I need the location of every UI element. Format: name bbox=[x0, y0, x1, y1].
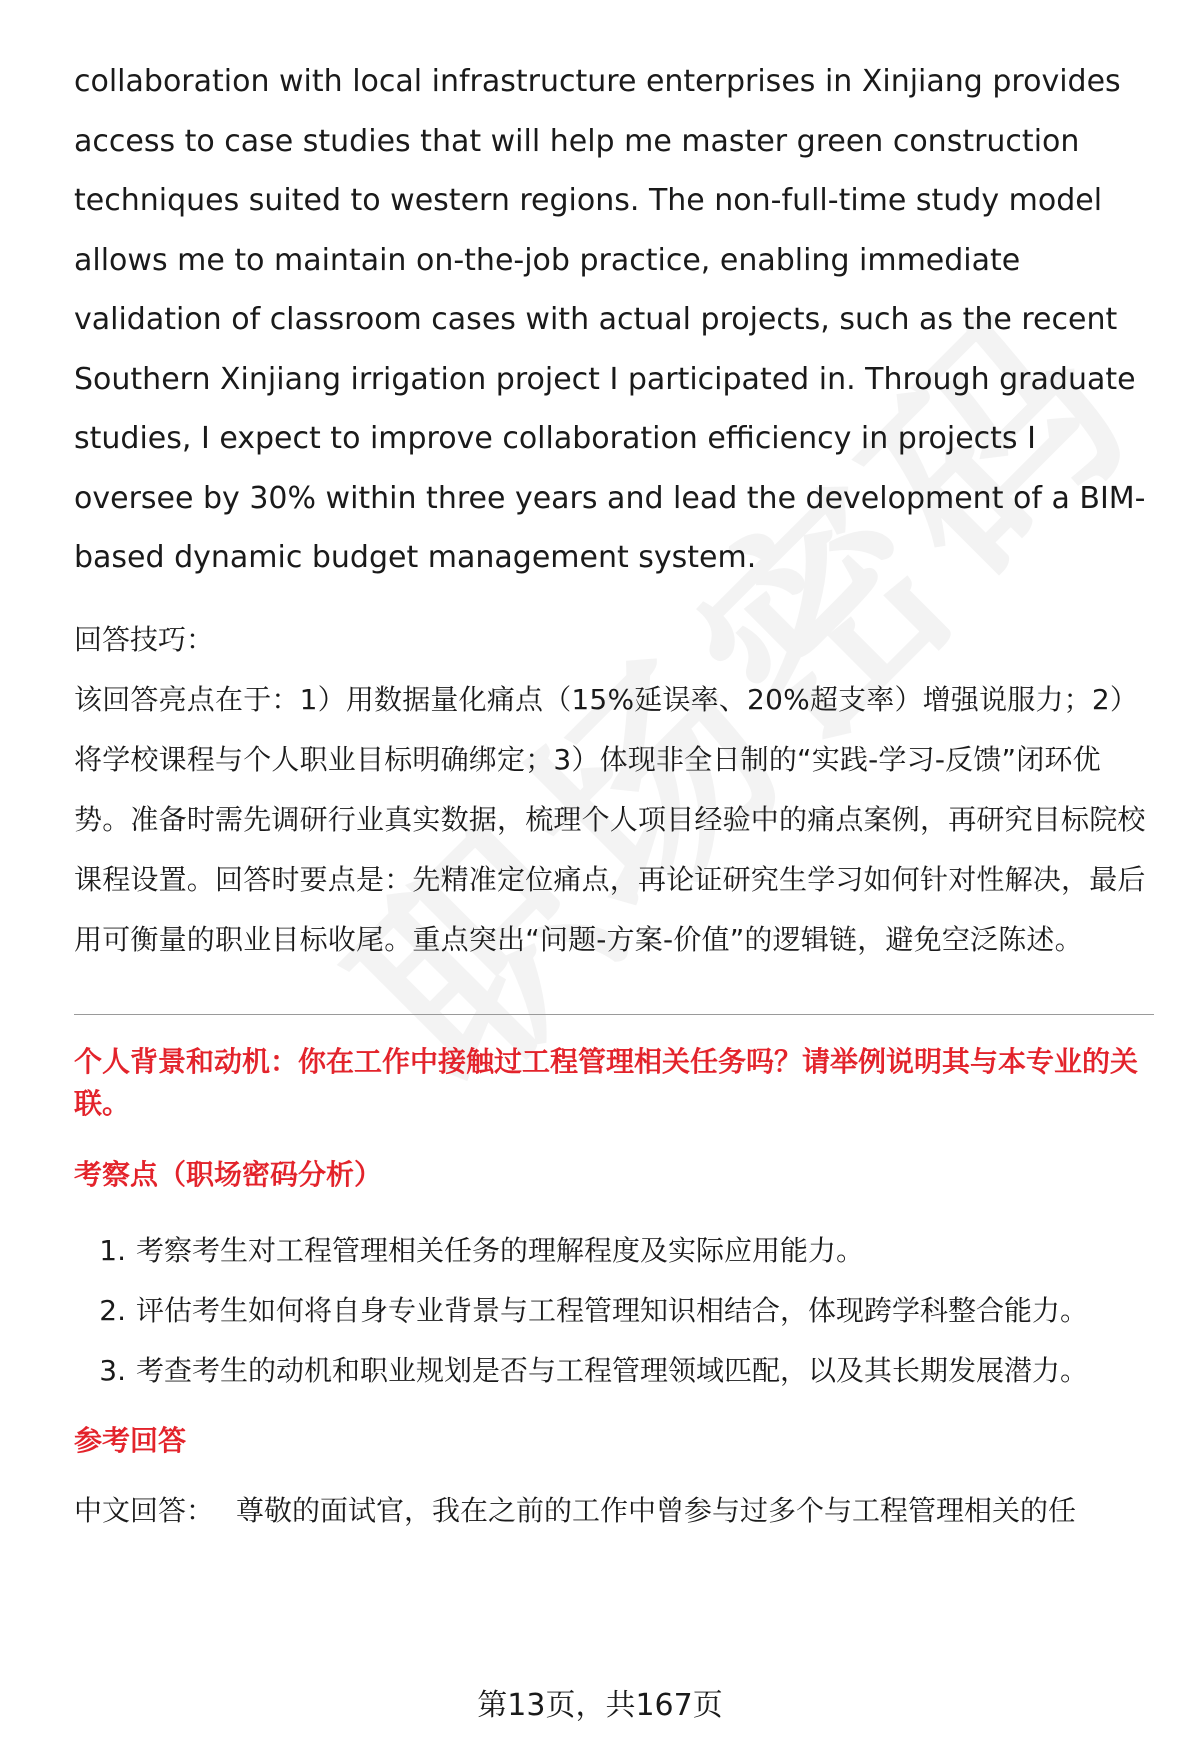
list-item-number: 3. bbox=[99, 1353, 126, 1387]
page-content bbox=[74, 52, 1154, 1541]
reference-title: 参考回答 bbox=[74, 1423, 187, 1457]
reference-label: 中文回答： bbox=[74, 1493, 215, 1527]
list-item bbox=[74, 1281, 1154, 1341]
analysis-title: 考察点（职场密码分析） bbox=[74, 1157, 383, 1191]
list-item-text: 考察考生对工程管理相关任务的理解程度及实际应用能力。 bbox=[136, 1233, 865, 1267]
reference-text: 尊敬的面试官，我在之前的工作中曾参与过多个与工程管理相关的任 bbox=[236, 1493, 1077, 1527]
tips-body: 该回答亮点在于：1）用数据量化痛点（15%延误率、20%超支率）增强说服力；2）将学校课程与个人职业目标明确绑定；3）体现非全日制的“实践-学习-反馈”闭环优势。准备时需先调研行业真实数据，梳理个人项目经验中的痛点案例，再研究目标院校课程设置。回答时要点是：先精准定位痛点，再论证研究生学习如何针对性解决，最后用可衡量的职业目标收尾。重点突出“问题-方案-价值”的逻辑链，避免空泛陈述。 bbox=[74, 682, 1146, 956]
reference-answer bbox=[74, 1481, 1154, 1541]
page-footer: 第13页，共167页 bbox=[477, 1688, 723, 1723]
english-paragraph: collaboration with local infrastructure enterprises in Xinjiang provides access to case studies that will help me master green construction techniques suited to western regions. The non-full-time study model allows me to maintain on-the-job practice, enabling immediate validation of classroom cases with actual projects, such as the recent Southern Xinjiang irrigation project I participated in. Through graduate studies, I expect to improve collaboration efficiency in projects I oversee by 30% within three years and lead the development of a BIM-based dynamic budget management system. bbox=[74, 64, 1146, 575]
list-item-text: 评估考生如何将自身专业背景与工程管理知识相结合，体现跨学科整合能力。 bbox=[136, 1293, 1089, 1327]
section-divider bbox=[74, 1014, 1154, 1015]
analysis-list bbox=[74, 1221, 1154, 1401]
list-item bbox=[74, 1341, 1154, 1401]
question-heading: 个人背景和动机：你在工作中接触过工程管理相关任务吗？请举例说明其与本专业的关联。 bbox=[74, 1044, 1139, 1120]
tips-label: 回答技巧： bbox=[74, 622, 215, 656]
list-item-number: 1. bbox=[99, 1233, 126, 1267]
list-item-text: 考查考生的动机和职业规划是否与工程管理领域匹配，以及其长期发展潜力。 bbox=[136, 1353, 1089, 1387]
list-item-number: 2. bbox=[99, 1293, 126, 1327]
list-item bbox=[74, 1221, 1154, 1281]
